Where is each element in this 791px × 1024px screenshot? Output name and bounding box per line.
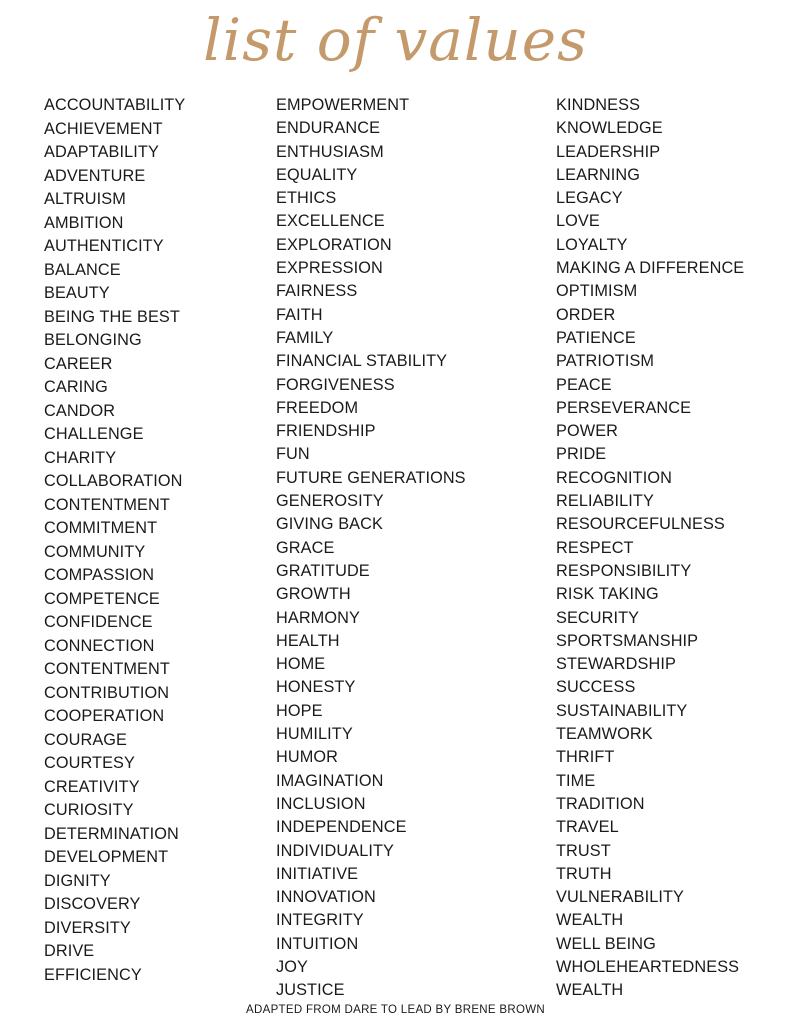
value-item: FAIRNESS <box>276 282 358 301</box>
value-item: WEALTH <box>556 981 624 1000</box>
value-item: SECURITY <box>556 608 640 627</box>
value-item: ALTRUISM <box>44 190 126 208</box>
value-item: RISK TAKING <box>556 585 659 604</box>
values-column-3 <box>556 94 744 1003</box>
value-item: HUMILITY <box>276 725 353 744</box>
value-item: FAMILY <box>276 328 334 347</box>
value-item: HARMONY <box>276 608 360 627</box>
value-item: OPTIMISM <box>556 282 638 301</box>
value-item: EMPOWERMENT <box>276 96 410 114</box>
value-item: CURIOSITY <box>44 801 134 819</box>
value-item: ACHIEVEMENT <box>44 119 163 138</box>
value-item: RECOGNITION <box>556 468 672 487</box>
value-item: LEARNING <box>556 165 641 184</box>
value-item: ENDURANCE <box>276 119 381 138</box>
value-item: DRIVE <box>44 942 95 960</box>
value-item: RELIABILITY <box>556 492 654 511</box>
value-item: INITIATIVE <box>276 864 359 883</box>
value-item: EXPLORATION <box>276 235 392 254</box>
value-item: DIGNITY <box>44 871 111 890</box>
value-item: ORDER <box>556 305 616 324</box>
value-item: HOME <box>276 655 326 674</box>
value-item: CHARITY <box>44 448 117 467</box>
value-item: ACCOUNTABILITY <box>44 96 186 114</box>
value-item: COMPETENCE <box>44 589 160 608</box>
value-item: DEVELOPMENT <box>44 848 169 866</box>
value-item: COURAGE <box>44 730 128 749</box>
value-item: TIME <box>556 771 596 790</box>
page-title: list of values <box>203 6 588 74</box>
value-item: THRIFT <box>556 748 615 767</box>
value-item: PEACE <box>556 375 612 394</box>
value-item: DIVERSITY <box>44 918 131 937</box>
value-item: TRAVEL <box>556 818 619 837</box>
value-item: MAKING A DIFFERENCE <box>556 259 745 278</box>
value-item: WEALTH <box>556 911 624 930</box>
value-item: AMBITION <box>44 213 124 232</box>
value-item: PATRIOTISM <box>556 352 655 371</box>
value-item: ADVENTURE <box>44 166 146 185</box>
value-item: SUSTAINABILITY <box>556 701 688 720</box>
value-item: VULNERABILITY <box>556 888 684 907</box>
value-item: KINDNESS <box>556 96 641 114</box>
value-item: CONNECTION <box>44 636 155 655</box>
value-item: RESPONSIBILITY <box>556 561 692 580</box>
value-item: INDIVIDUALITY <box>276 841 395 860</box>
value-item: ADAPTABILITY <box>44 143 159 161</box>
value-item: BEING THE BEST <box>44 307 180 326</box>
value-item: CARING <box>44 378 108 396</box>
value-item: WELL BEING <box>556 934 656 953</box>
value-item: GRACE <box>276 538 335 557</box>
value-item: LEADERSHIP <box>556 142 661 161</box>
value-item: HONESTY <box>276 678 356 697</box>
value-item: EQUALITY <box>276 165 358 184</box>
value-item: GROWTH <box>276 585 351 604</box>
value-item: CONTENTMENT <box>44 660 170 678</box>
value-item: EXPRESSION <box>276 259 383 278</box>
value-item: INTUITION <box>276 934 359 953</box>
value-item: COURTESY <box>44 754 135 772</box>
value-item: HOPE <box>276 701 323 720</box>
value-item: FAITH <box>276 305 323 324</box>
footer-attribution: ADAPTED FROM DARE TO LEAD BY BRENE BROWN <box>246 1004 545 1016</box>
value-item: INTEGRITY <box>276 911 364 930</box>
value-item: CONFIDENCE <box>44 613 153 631</box>
value-item: INNOVATION <box>276 888 376 907</box>
value-item: PERSEVERANCE <box>556 398 692 417</box>
value-item: COMMUNITY <box>44 542 146 561</box>
value-item: INDEPENDENCE <box>276 818 407 837</box>
value-item: RESOURCEFULNESS <box>556 515 725 534</box>
value-item: RESPECT <box>556 538 634 557</box>
value-item: TRUTH <box>556 864 612 883</box>
value-item: FINANCIAL STABILITY <box>276 352 448 371</box>
value-item: CAREER <box>44 354 113 373</box>
value-item: FUN <box>276 445 310 464</box>
value-item: CREATIVITY <box>44 777 140 796</box>
value-item: HEALTH <box>276 631 340 650</box>
value-item: SUCCESS <box>556 678 636 697</box>
value-item: LEGACY <box>556 189 623 208</box>
value-item: FRIENDSHIP <box>276 422 376 441</box>
value-item: DISCOVERY <box>44 895 141 913</box>
value-item: COOPERATION <box>44 707 165 725</box>
values-column-1 <box>44 94 185 987</box>
value-item: COMPASSION <box>44 566 155 584</box>
value-item: INCLUSION <box>276 794 366 813</box>
value-item: GRATITUDE <box>276 561 370 580</box>
value-item: CONTRIBUTION <box>44 683 170 702</box>
value-item: IMAGINATION <box>276 771 384 790</box>
value-item: BEAUTY <box>44 284 110 302</box>
value-item: PRIDE <box>556 445 607 464</box>
value-item: AUTHENTICITY <box>44 237 164 255</box>
value-item: BALANCE <box>44 260 121 279</box>
value-item: DETERMINATION <box>44 824 179 843</box>
value-item: JOY <box>276 957 308 976</box>
value-item: TEAMWORK <box>556 725 653 744</box>
value-item: ENTHUSIASM <box>276 142 384 161</box>
value-item: EFFICIENCY <box>44 965 142 984</box>
value-item: TRADITION <box>556 794 645 813</box>
value-item: POWER <box>556 422 619 441</box>
value-item: COLLABORATION <box>44 472 183 490</box>
value-item: KNOWLEDGE <box>556 119 663 138</box>
value-item: JUSTICE <box>276 981 345 1000</box>
value-item: GENEROSITY <box>276 492 384 511</box>
value-item: LOYALTY <box>556 235 628 254</box>
value-item: BELONGING <box>44 331 142 349</box>
value-item: COMMITMENT <box>44 519 158 537</box>
value-item: CONTENTMENT <box>44 495 170 514</box>
value-item: LOVE <box>556 212 600 231</box>
value-item: CHALLENGE <box>44 425 144 443</box>
value-item: EXCELLENCE <box>276 212 385 231</box>
value-item: HUMOR <box>276 748 338 767</box>
value-item: TRUST <box>556 841 611 860</box>
value-item: PATIENCE <box>556 328 636 347</box>
value-item: FORGIVENESS <box>276 375 395 394</box>
value-item: FUTURE GENERATIONS <box>276 468 466 487</box>
value-item: ETHICS <box>276 189 337 208</box>
value-item: STEWARDSHIP <box>556 655 676 674</box>
value-item: CANDOR <box>44 401 116 420</box>
value-item: WHOLEHEARTEDNESS <box>556 957 740 976</box>
values-column-2 <box>276 94 466 1003</box>
value-item: GIVING BACK <box>276 515 383 534</box>
value-item: SPORTSMANSHIP <box>556 631 699 650</box>
value-item: FREEDOM <box>276 398 359 417</box>
